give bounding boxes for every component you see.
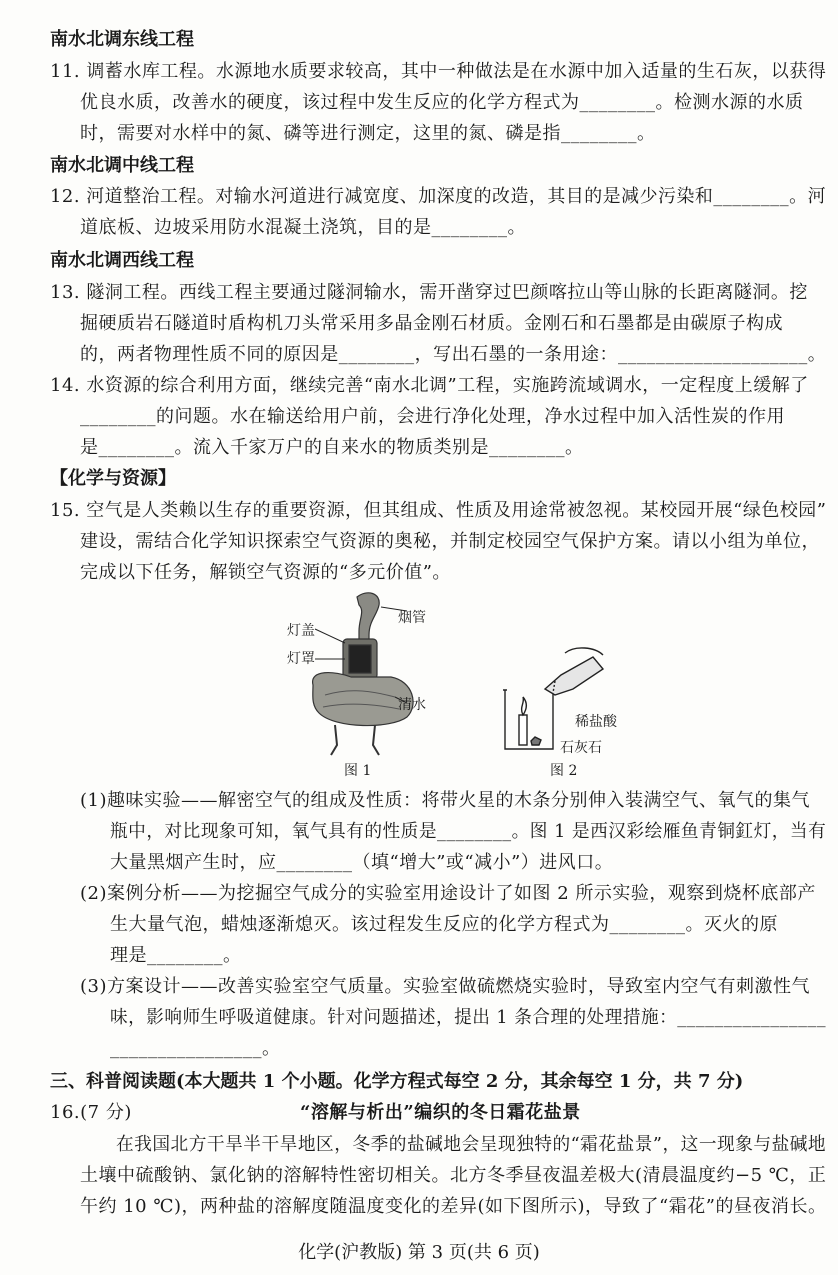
section-heading-west: 南水北调西线工程 (50, 250, 194, 271)
q16-line-3: 午约 10 ℃)，两种盐的溶解度随温度变化的差异(如下图所示)，导致了“霜花”的昼夜消长。 (80, 1196, 827, 1217)
section-heading-resources: 【化学与资源】 (50, 468, 176, 489)
figure-1-label-shade: 灯罩 (287, 651, 315, 667)
q15-line-3: 完成以下任务，解锁空气资源的“多元价值”。 (80, 562, 451, 583)
figure-2-caption: 图 2 (550, 763, 578, 779)
q13-line-3: 的，两者物理性质不同的原因是________，写出石墨的一条用途：____________________。 (80, 344, 827, 365)
q16-number: 16.(7 分) (50, 1102, 132, 1123)
q15-part3-line-1: (3)方案设计——改善实验室空气质量。实验室做硫燃烧实验时，导致室内空气有刺激性气 (80, 976, 810, 997)
section-heading-east: 南水北调东线工程 (50, 29, 194, 50)
section-heading-reading: 三、科普阅读题(本大题共 1 个小题。化学方程式每空 2 分，其余每空 1 分，共 7 分) (50, 1071, 744, 1092)
figure-1-caption: 图 1 (344, 763, 372, 779)
q15-part1-line-1: (1)趣味实验——解密空气的组成及性质：将带火星的木条分别伸入装满空气、氧气的集气 (80, 790, 810, 811)
page-footer: 化学(沪教版) 第 3 页(共 6 页) (298, 1242, 540, 1263)
q15-line-1: 15. 空气是人类赖以生存的重要资源，但其组成、性质及用途常被忽视。某校园开展“绿色校园” (50, 500, 827, 521)
q13-line-1: 13. 隧洞工程。西线工程主要通过隧洞输水，需开凿穿过巴颜喀拉山等山脉的长距离隧洞。挖 (50, 282, 808, 303)
q12-line-1: 12. 河道整治工程。对输水河道进行减宽度、加深度的改造，其目的是减少污染和________。河 (50, 186, 827, 207)
q15-part2-line-2: 生大量气泡，蜡烛逐渐熄灭。该过程发生反应的化学方程式为________。灭火的原 (110, 914, 778, 935)
section-heading-middle: 南水北调中线工程 (50, 155, 194, 176)
figure-1-label-lid: 灯盖 (287, 623, 315, 639)
q15-part3-line-2: 味，影响师生呼吸道健康。针对问题描述，提出 1 条合理的处理措施：________________ (110, 1007, 827, 1028)
q14-line-1: 14. 水资源的综合利用方面，继续完善“南水北调”工程，实施跨流域调水，一定程度上缓解了 (50, 375, 809, 396)
q16-line-2: 土壤中硫酸钠、氯化钠的溶解特性密切相关。北方冬季昼夜温差极大(清晨温度约−5 ℃，正 (80, 1165, 827, 1186)
q14-line-3: 是________。流入千家万户的自来水的物质类别是________。 (80, 437, 584, 458)
figure-1-label-pipe: 烟管 (398, 610, 426, 626)
q15-part2-line-1: (2)案例分析——为挖掘空气成分的实验室用途设计了如图 2 所示实验，观察到烧杯底部产 (80, 883, 816, 904)
figure-1-label-water: 清水 (398, 697, 426, 713)
q16-title: “溶解与析出”编织的冬日霜花盐景 (300, 1102, 581, 1123)
q12-line-2: 道底板、边坡采用防水混凝土浇筑，目的是________。 (80, 217, 526, 238)
figure-2-label-acid: 稀盐酸 (575, 714, 617, 730)
q11-line-1: 11. 调蓄水库工程。水源地水质要求较高，其中一种做法是在水源中加入适量的生石灰，以获得 (50, 61, 827, 82)
q14-line-2: ________的问题。水在输送给用户前，会进行净化处理，净水过程中加入活性炭的作用 (80, 406, 785, 427)
q15-line-2: 建设，需结合化学知识探索空气资源的奥秘，并制定校园空气保护方案。请以小组为单位， (80, 531, 820, 552)
q15-part1-line-3: 大量黑烟产生时，应________（填“增大”或“减小”）进风口。 (110, 852, 614, 873)
q15-part1-line-2: 瓶中，对比现象可知，氧气具有的性质是________。图 1 是西汉彩绘雁鱼青铜釭灯，当有 (110, 821, 827, 842)
q13-line-2: 掘硬质岩石隧道时盾构机刀头常采用多晶金刚石材质。金刚石和石墨都是由碳原子构成 (80, 313, 783, 334)
q11-line-3: 时，需要对水样中的氮、磷等进行测定，这里的氮、磷是指________。 (80, 123, 656, 144)
q16-line-1: 在我国北方干旱半干旱地区，冬季的盐碱地会呈现独特的“霜花盐景”，这一现象与盐碱地 (116, 1134, 827, 1155)
figure-2-label-stone: 石灰石 (560, 740, 602, 756)
q15-part3-line-3: ________________。 (110, 1038, 281, 1059)
q11-line-2: 优良水质，改善水的硬度，该过程中发生反应的化学方程式为________。检测水源的水质 (80, 92, 804, 113)
q15-part2-line-3: 理是________。 (110, 945, 242, 966)
